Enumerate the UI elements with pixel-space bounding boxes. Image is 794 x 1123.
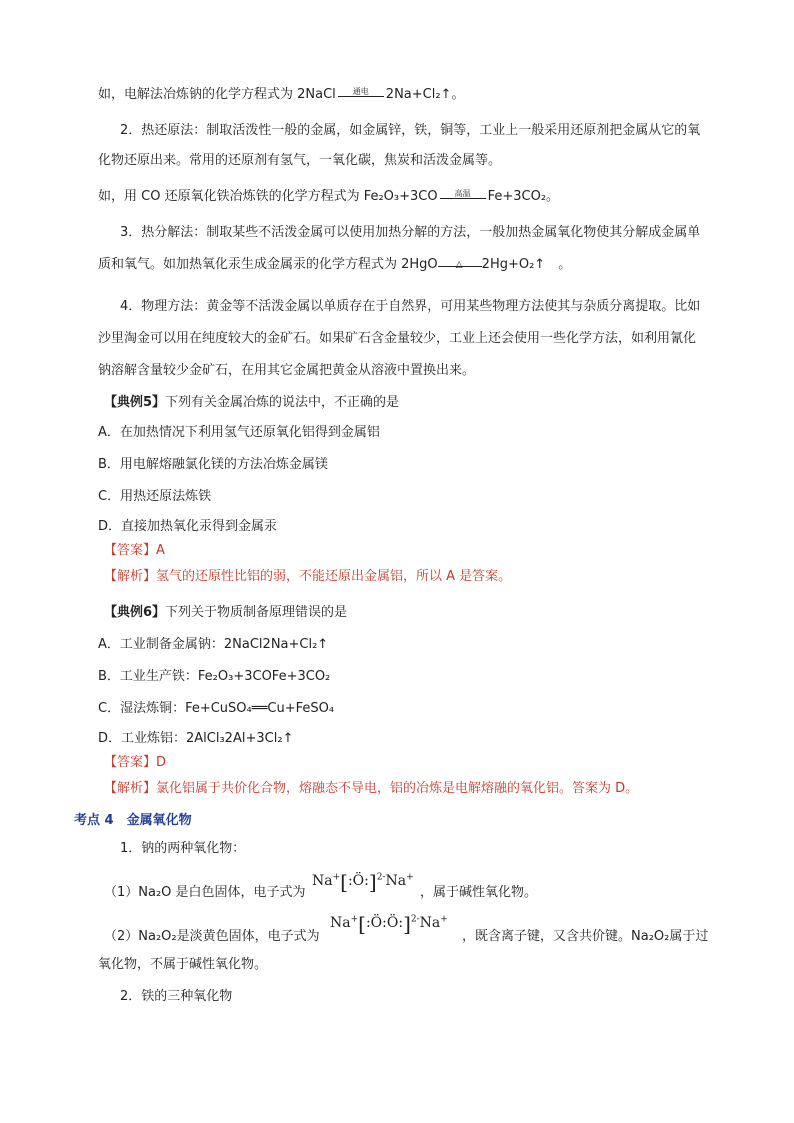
sodium-oxides-heading: 1．钠的两种氧化物： — [120, 841, 246, 856]
question-text: 下列关于物质制备原理错误的是 — [165, 605, 348, 620]
analysis-label: 【解析】 — [104, 781, 157, 796]
option-b: B．用电解熔融氯化镁的方法冶炼金属镁 — [98, 457, 328, 472]
analysis-label: 【解析】 — [104, 569, 157, 584]
co-reduction-equation-line — [98, 188, 559, 206]
example-5-analysis — [104, 568, 511, 586]
thermal-reduction-paragraph: 2．热还原法：制取活泼性一般的金属，如金属锌，铁，铜等，工业上一般采用还原剂把金属从它的氧 — [120, 123, 701, 138]
physical-method-paragraph: 4．物理方法：黄金等不活泼金属以单质存在于自然界，可用某些物理方法使其与杂质分离提取。比如 — [120, 299, 701, 314]
analysis-text: 氯化铝属于共价化合物，熔融态不导电，铝的冶炼是电解熔融的氧化铝。答案为 D。 — [156, 781, 639, 796]
reaction-arrow — [440, 188, 486, 203]
answer-value: D — [156, 755, 167, 770]
example-label: 【典例6】 — [104, 605, 166, 620]
option-a: A．工业制备金属钠：2NaCl2Na+Cl₂↑ — [98, 637, 329, 652]
example-5-answer — [104, 542, 165, 560]
electrolysis-na-equation-line — [98, 86, 464, 104]
physical-method-paragraph-cont: 钠溶解含量较少金矿石，在用其它金属把黄金从溶液中置换出来。 — [98, 363, 476, 378]
example-5-question — [104, 394, 399, 412]
reaction-arrow — [338, 86, 384, 101]
example-label: 【典例5】 — [104, 395, 166, 410]
option-c: C．用热还原法炼铁 — [98, 489, 212, 504]
iron-oxides-heading: 2．铁的三种氧化物 — [120, 989, 233, 1004]
text: 如，用 CO 还原氧化铁冶炼铁的化学方程式为 Fe₂O₃+3CO — [98, 189, 438, 204]
na2o-description: （1）Na₂O 是白色固体，电子式为 — [104, 885, 306, 900]
na2o2-description-end: ，既含离子键，又含共价键。Na₂O₂属于过 — [462, 929, 709, 944]
example-6-question — [104, 604, 347, 622]
na2o-electron-formula: Na+[:Ö:]$^{2-}$Na+ — [312, 870, 414, 894]
reaction-condition: 通电 — [352, 86, 369, 96]
option-d: D．直接加热氧化汞得到金属汞 — [98, 519, 278, 534]
physical-method-paragraph-cont: 沙里淘金可以用在纯度较大的金矿石。如果矿石含金量较少，工业上还会使用一些化学方法，如利用氰化 — [98, 331, 697, 346]
na2o2-description: （2）Na₂O₂是淡黄色固体，电子式为 — [104, 929, 320, 944]
section-heading: 考点 4 金属氧化物 — [74, 813, 192, 828]
example-6-analysis — [104, 780, 638, 798]
text: 2Na+Cl₂↑。 — [385, 87, 465, 102]
thermal-reduction-paragraph-cont: 化物还原出来。常用的还原剂有氢气，一氧化碳，焦炭和活泼金属等。 — [98, 153, 502, 168]
analysis-text: 氢气的还原性比铝的弱，不能还原出金属铝，所以 A 是答案。 — [156, 569, 512, 584]
option-c: C．湿法炼铜：Fe+CuSO₄══Cu+FeSO₄ — [98, 701, 335, 716]
reaction-condition: 高温 — [454, 188, 471, 198]
text: 质和氧气。如加热氧化汞生成金属汞的化学方程式为 2HgO — [98, 257, 438, 272]
na2o2-electron-formula: Na+[:Ö:Ö:]$^{2-}$Na+ — [330, 912, 448, 936]
option-b: B．工业生产铁：Fe₂O₃+3COFe+3CO₂ — [98, 669, 331, 684]
hgo-equation-line — [98, 256, 571, 274]
thermal-decomposition-paragraph: 3．热分解法：制取某些不活泼金属可以使用加热分解的方法，一般加热金属氧化物使其分解成金属单 — [120, 225, 701, 240]
heat-arrow: △ — [438, 258, 482, 272]
text: 2Hg+O₂↑ 。 — [481, 257, 572, 272]
answer-label: 【答案】 — [104, 755, 157, 770]
answer-value: A — [156, 543, 165, 558]
answer-label: 【答案】 — [104, 543, 157, 558]
example-6-answer — [104, 754, 166, 772]
text: 如，电解法冶炼钠的化学方程式为 2NaCl — [98, 87, 336, 102]
question-text: 下列有关金属冶炼的说法中，不正确的是 — [165, 395, 400, 410]
option-d: D．工业炼铝：2AlCl₃2Al+3Cl₂↑ — [98, 731, 294, 746]
na2o-description-end: ，属于碱性氧化物。 — [420, 885, 538, 900]
na2o2-description-cont: 氧化物，不属于碱性氧化物。 — [98, 957, 268, 972]
option-a: A．在加热情况下利用氢气还原氧化铝得到金属铝 — [98, 425, 380, 440]
text: Fe+3CO₂。 — [487, 189, 560, 204]
